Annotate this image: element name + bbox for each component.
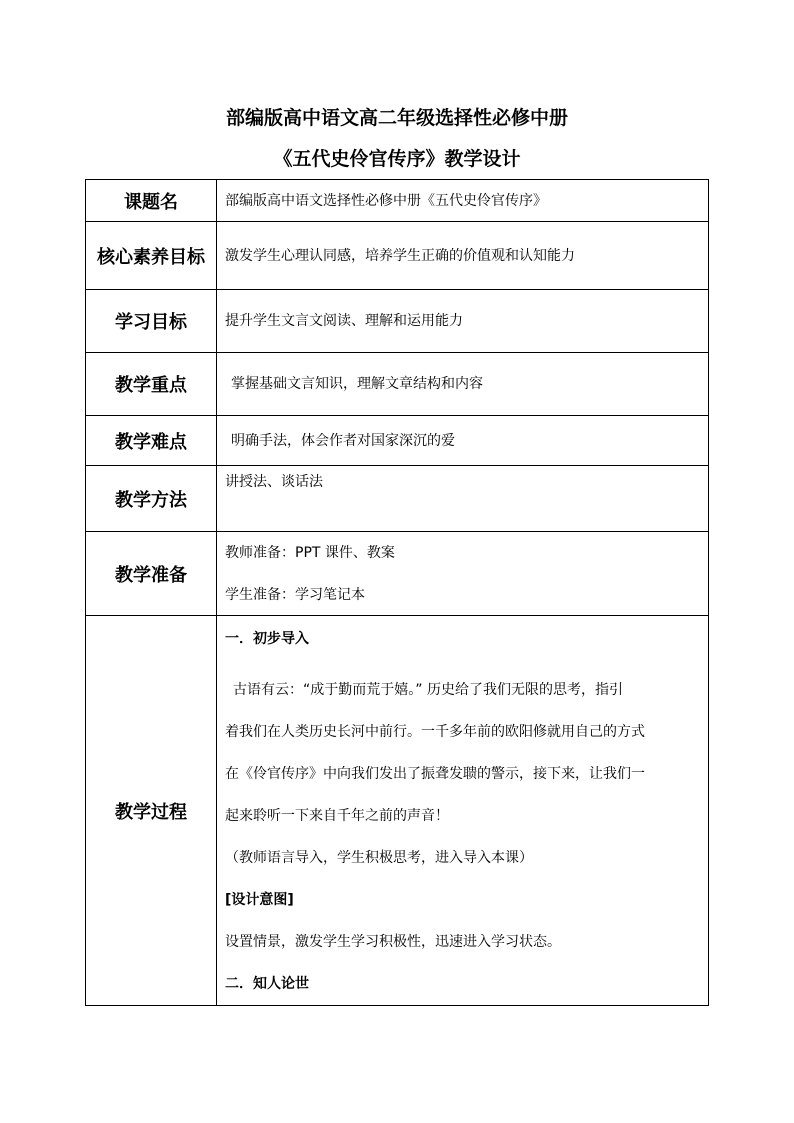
section-heading-context: 二．知人论世 [225, 976, 309, 992]
document-title-line2: 《五代史伶官传序》教学设计 [273, 148, 521, 170]
row-label-topic: 课题名 [86, 180, 217, 222]
row-label-key-point: 教学重点 [86, 353, 217, 416]
row-value-learning-goal: 提升学生文言文阅读、理解和运用能力 [217, 290, 709, 353]
row-label-learning-goal: 学习目标 [86, 290, 217, 353]
table-row [86, 532, 709, 616]
table-row [86, 616, 709, 1006]
row-value-difficulty [217, 416, 709, 466]
lesson-plan-table [85, 179, 709, 1006]
paragraph-line: 着我们在人类历史长河中前行。一千多年前的欧阳修就用自己的方式 [225, 724, 645, 740]
table-row [86, 416, 709, 466]
design-intent-heading: [设计意图] [225, 892, 294, 908]
row-value-key-point [217, 353, 709, 416]
section-heading-intro: 一．初步导入 [225, 631, 309, 647]
difficulty-text: 明确手法，体会作者对国家深沉的爱 [231, 432, 455, 449]
row-value-process [217, 616, 709, 1006]
paragraph-line: 古语有云：“成于勤而荒于嬉。” 历史给了我们无限的思考，指引 [233, 682, 623, 698]
paragraph-line: 起来聆听一下来自千年之前的声音！ [225, 808, 449, 824]
table-row [86, 180, 709, 222]
row-value-topic: 部编版高中语文选择性必修中册《五代史伶官传序》 [217, 180, 709, 222]
activity-note: （教师语言导入，学生积极思考，进入导入本课） [225, 850, 533, 866]
table-row [86, 290, 709, 353]
table-row [86, 222, 709, 290]
document-title-line1: 部编版高中语文高二年级选择性必修中册 [225, 107, 568, 129]
design-intent-text: 设置情景，激发学生学习积极性，迅速进入学习状态。 [225, 934, 561, 950]
key-point-text: 掌握基础文言知识，理解文章结构和内容 [231, 376, 483, 392]
row-value-method: 讲授法、谈话法 [217, 466, 709, 532]
row-label-process: 教学过程 [86, 616, 217, 1006]
table-row [86, 353, 709, 416]
row-value-preparation [217, 532, 709, 616]
row-label-difficulty: 教学难点 [86, 416, 217, 466]
paragraph-line: 在《伶官传序》中向我们发出了振聋发聩的警示，接下来，让我们一 [225, 766, 645, 782]
row-value-core-goal: 激发学生心理认同感，培养学生正确的价值观和认知能力 [217, 222, 709, 290]
table-row [86, 466, 709, 532]
row-label-core-goal: 核心素养目标 [86, 222, 217, 290]
row-label-method: 教学方法 [86, 466, 217, 532]
row-label-preparation: 教学准备 [86, 532, 217, 616]
teacher-preparation: 教师准备：PPT 课件、教案 [225, 544, 395, 561]
student-preparation: 学生准备：学习笔记本 [225, 586, 365, 603]
